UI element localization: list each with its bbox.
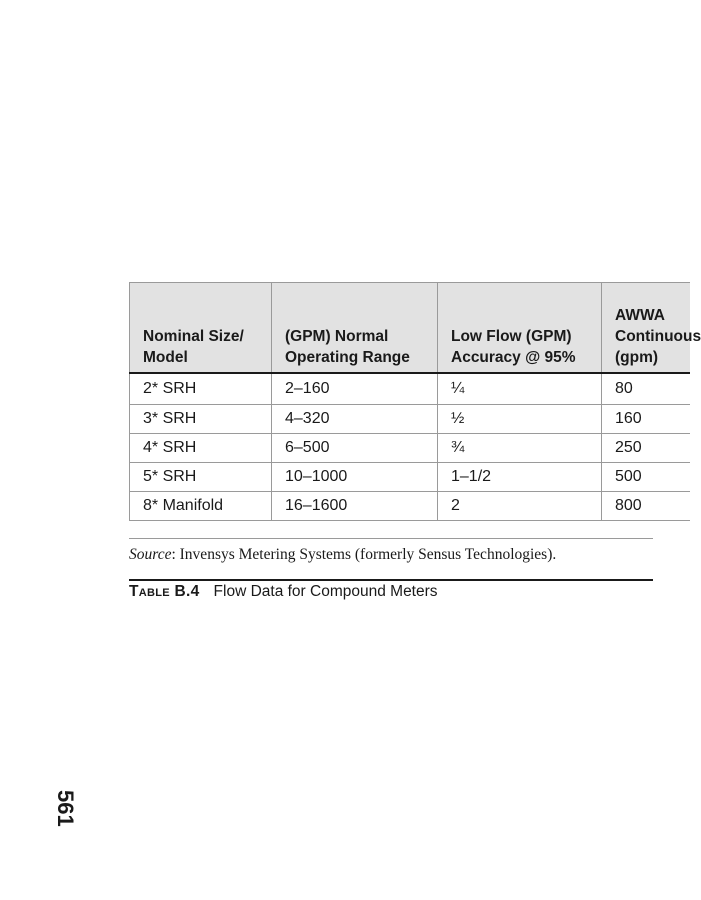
header-line: Continuous <box>615 328 701 345</box>
header-awwa-continuous <box>602 283 701 374</box>
table-row <box>130 405 690 434</box>
page-number: 561 <box>53 790 78 827</box>
table-row <box>130 434 690 463</box>
caption-divider <box>129 579 653 581</box>
cell-continuous: 800 <box>602 492 690 521</box>
table-caption <box>129 583 438 601</box>
header-line: Model <box>143 349 188 366</box>
caption-text: Flow Data for Compound Meters <box>213 583 438 600</box>
cell-low-flow: ½ <box>438 405 602 434</box>
cell-model: 3* SRH <box>130 405 272 434</box>
cell-continuous: 250 <box>602 434 690 463</box>
cell-continuous: 80 <box>602 373 690 405</box>
header-line: (GPM) Normal <box>285 328 389 345</box>
source-divider <box>129 538 653 539</box>
header-line: (gpm) <box>615 349 659 366</box>
cell-range: 10–1000 <box>272 463 438 492</box>
table-header-row <box>130 283 690 374</box>
header-line: Operating Range <box>285 349 410 366</box>
flow-data-table <box>129 282 701 521</box>
cell-low-flow: ¾ <box>438 434 602 463</box>
header-operating-range <box>272 283 438 374</box>
header-line: Accuracy @ 95% <box>451 349 576 366</box>
cell-range: 4–320 <box>272 405 438 434</box>
source-text: : Invensys Metering Systems (formerly Sensus Technologies). <box>171 546 557 563</box>
table-row <box>130 463 690 492</box>
header-nominal-size <box>130 283 272 374</box>
cell-model: 4* SRH <box>130 434 272 463</box>
cell-model: 8* Manifold <box>130 492 272 521</box>
cell-continuous: 500 <box>602 463 690 492</box>
cell-low-flow: 2 <box>438 492 602 521</box>
cell-continuous: 160 <box>602 405 690 434</box>
table-row <box>130 373 690 405</box>
source-note <box>129 546 556 564</box>
cell-range: 2–160 <box>272 373 438 405</box>
cell-low-flow: 1–1/2 <box>438 463 602 492</box>
caption-label: Table B.4 <box>129 583 200 600</box>
cell-range: 6–500 <box>272 434 438 463</box>
table-row <box>130 492 690 521</box>
header-line: AWWA <box>615 307 665 324</box>
source-label: Source <box>129 546 172 563</box>
header-line: Nominal Size/ <box>143 328 244 345</box>
cell-range: 16–1600 <box>272 492 438 521</box>
cell-model: 5* SRH <box>130 463 272 492</box>
header-line: Low Flow (GPM) <box>451 328 572 345</box>
cell-low-flow: ¼ <box>438 373 602 405</box>
cell-model: 2* SRH <box>130 373 272 405</box>
header-low-flow <box>438 283 602 374</box>
flow-data-table-container <box>129 282 701 521</box>
